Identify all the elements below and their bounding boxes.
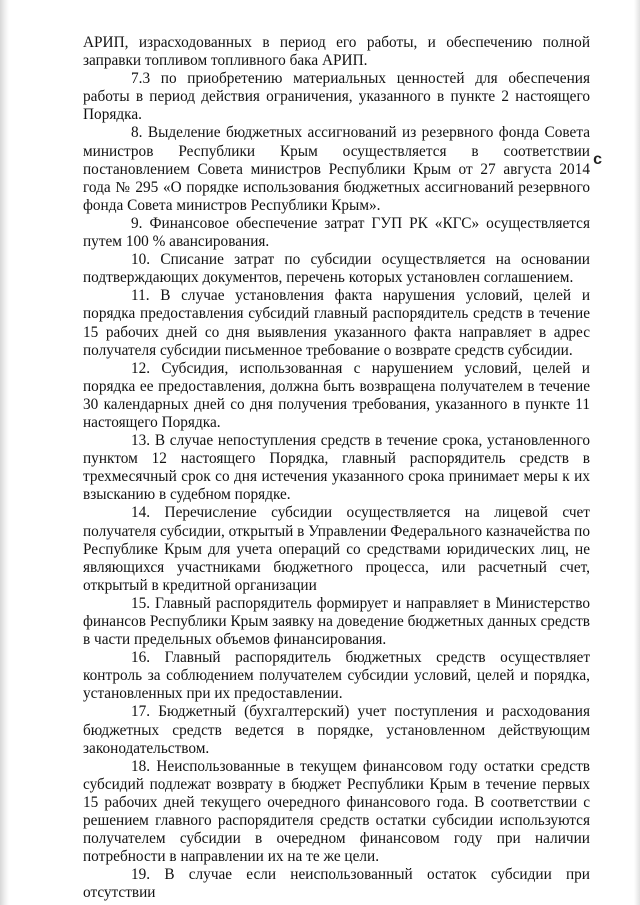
paragraph-8: 8. Выделение бюджетных ассигнований из резервного фонда Совета министров Республики Крым осуществляется в соответствии постановлением Совета министров Республики Крым от 27 августа 2014 года № 295 «О порядке использования бюджетных ассигнований резервного фонда Совета министров Республики Крым».	[83, 124, 590, 214]
paragraph-12: 12. Субсидия, использованная с нарушением условий, целей и порядка ее предоставления, должна быть возвращена получателем в течение 30 календарных дней со дня получения требования, указанного в пункте 11 настоящего Порядка.	[83, 359, 590, 431]
paragraph-15: 15. Главный распорядитель формирует и направляет в Министерство финансов Республики Крым заявку на доведение бюджетных данных средств в части предельных объемов финансирования.	[83, 594, 590, 649]
paragraph-continuation: АРИП, израсходованных в период его работы, и обеспечению полной заправки топливом топливного бака АРИП.	[83, 34, 590, 70]
paragraph-11: 11. В случае установления факта нарушения условий, целей и порядка предоставления субсидий главный распорядитель средств в течение 15 рабочих дней со дня выявления указанного факта направляет в адрес получателя субсидии письменное требование о возврате средств субсидии.	[83, 287, 590, 359]
margin-handwritten-note: с	[593, 151, 602, 168]
paragraph-9: 9. Финансовое обеспечение затрат ГУП РК «КГС» осуществляется путем 100 % авансирования.	[83, 214, 590, 251]
paragraph-14: 14. Перечисление субсидии осуществляется на лицевой счет получателя субсидии, открытый в Управлении Федерального казначейства по Республике Крым для учета операций со средствами юридических лиц, не являющихся участниками бюджетного процесса, или расчетный счет, открытый в кредитной организации	[83, 504, 590, 594]
paragraph-13: 13. В случае непоступления средств в течение срока, установленного пунктом 12 настоящего Порядка, главный распорядитель средств в трехмесячный срок со дня истечения указанного срока принимает меры к их взысканию в судебном порядке.	[83, 432, 590, 504]
paragraph-17: 17. Бюджетный (бухгалтерский) учет поступления и расходования бюджетных средств ведется в порядке, установленном действующим законодательством.	[83, 703, 590, 757]
paragraph-7-3: 7.3 по приобретению материальных ценностей для обеспечения работы в период действия ограничения, указанного в пункте 2 настоящего Порядка.	[83, 70, 590, 124]
paragraph-18: 18. Неиспользованные в текущем финансовом году остатки средств субсидий подлежат возврату в бюджет Республики Крым в течение первых 15 рабочих дней текущего очередного финансового года. В соответствии с решением главного распорядителя средств остатки субсидии используются получателем субсидии в очередном финансовом году при наличии потребности в направлении их на те же цели.	[83, 757, 590, 866]
paragraph-16: 16. Главный распорядитель бюджетных средств осуществляет контроль за соблюдением получателем субсидии условий, целей и порядка, установленных при их предоставлении.	[83, 649, 590, 703]
paragraph-10: 10. Списание затрат по субсидии осуществляется на основании подтверждающих документов, перечень которых установлен соглашением.	[83, 251, 590, 287]
paragraph-19: 19. В случае если неиспользованный остаток субсидии при отсутствии	[83, 866, 590, 902]
